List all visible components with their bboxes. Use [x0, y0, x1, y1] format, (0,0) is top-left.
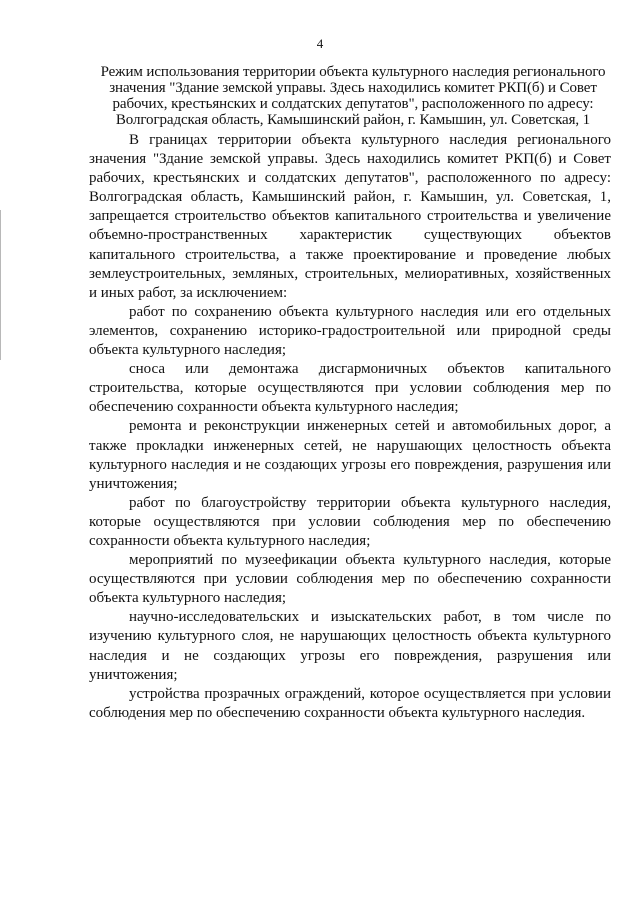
document-heading: Режим использования территории объекта культурного наследия регионального значения "Здание земской управы. Здесь находились комитет РКП(б) и Совет рабочих, крестьянских и солдатских депутатов", расположенного по адресу: Волгоградская область, Камышинский район, г. Камышин, ул. Советская, 1	[100, 64, 606, 128]
exception-item: ремонта и реконструкции инженерных сетей и автомобильных дорог, а также прокладки инженерных сетей, не нарушающих целостность объекта культурного наследия и не создающих угрозы его повреждения, разрушения или уничтожения;	[89, 418, 611, 492]
intro-paragraph: В границах территории объекта культурного наследия регионального значения "Здание земской управы. Здесь находились комитет РКП(б) и Совет рабочих, крестьянских и солдатских депутатов", расположенного по адресу: Волгоградская область, Камышинский район, г. Камышин, ул. Советская, 1, запрещается строительство объектов капитального строительства и увеличение объемно-пространственных характеристик существующих объектов капитального строительства, а также проектирование и проведение любых землеустроительных, земляных, строительных, мелиоративных, хозяйственных и иных работ, за исключением:	[89, 132, 611, 301]
exception-item: устройства прозрачных ограждений, которое осуществляется при условии соблюдения мер по обеспечению сохранности объекта культурного наследия.	[89, 685, 611, 721]
scan-edge-mark	[0, 210, 1, 360]
exception-item: научно-исследовательских и изыскательских работ, в том числе по изучению культурного слоя, не нарушающих целостность объекта культурного наследия и не создающих угрозы его повреждения, разрушения или уничтожения;	[89, 609, 611, 683]
exception-item: сноса или демонтажа дисгармоничных объектов капитального строительства, которые осуществляются при условии соблюдения мер по обеспечению сохранности объекта культурного наследия;	[89, 361, 611, 416]
exception-item: мероприятий по музеефикации объекта культурного наследия, которые осуществляются при условии соблюдения мер по обеспечению сохранности объекта культурного наследия;	[89, 552, 611, 607]
exception-item: работ по благоустройству территории объекта культурного наследия, которые осуществляются при условии соблюдения мер по обеспечению сохранности объекта культурного наследия;	[89, 494, 611, 549]
document-body	[89, 131, 611, 723]
page-number: 4	[316, 36, 324, 51]
exception-item: работ по сохранению объекта культурного наследия или его отдельных элементов, сохранению историко-градостроительной или природной среды объекта культурного наследия;	[89, 303, 611, 359]
